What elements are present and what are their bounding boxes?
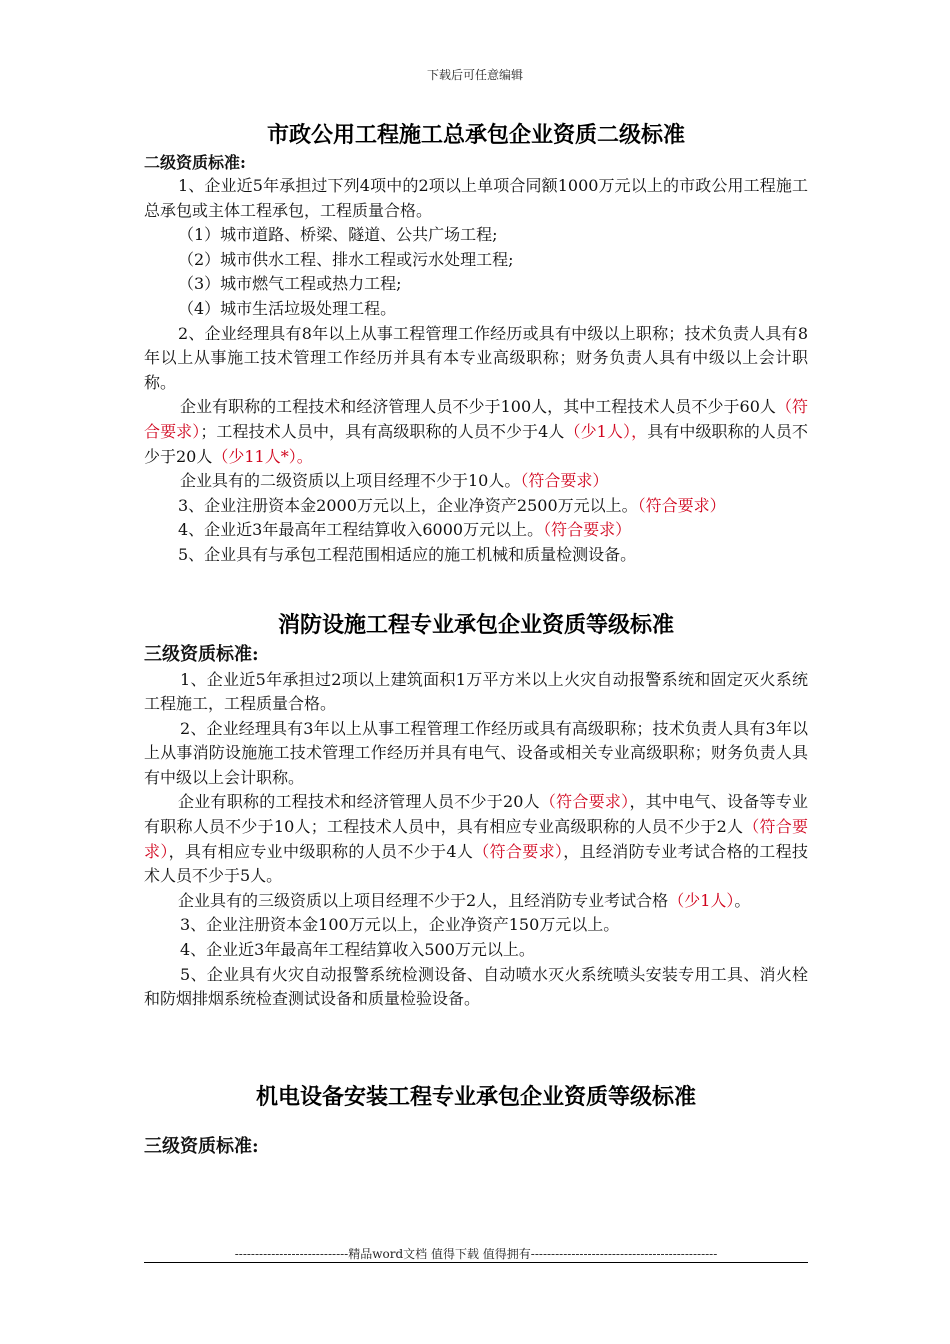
section1-subtitle: 二级资质标准: xyxy=(144,153,246,172)
section1-paragraph-5 xyxy=(144,494,808,519)
section1-paragraph-1: 1、企业近5年承担过下列4项中的2项以上单项合同额1000万元以上的市政公用工程施工总承包或主体工程承包，工程质量合格。 xyxy=(144,176,808,220)
section1-p6-text: 4、企业近3年最高年工程结算收入6000万元以上。 xyxy=(178,520,544,540)
section1-p3-note-3: （少11人*）。 xyxy=(212,446,313,466)
footer-divider xyxy=(144,1262,808,1263)
section2-p4-text-b: 。 xyxy=(734,890,751,910)
section3-title: 机电设备安装工程专业承包企业资质等级标准 xyxy=(255,1083,696,1110)
section2-paragraph-1: 1、企业近5年承担过2项以上建筑面积1万平方米以上火灾自动报警系统和固定灭火系统工程施工，工程质量合格。 xyxy=(144,669,808,714)
section1-p3-text-b: ；工程技术人员中，具有高级职称的人员不少于4人 xyxy=(200,421,565,441)
section2-subtitle: 三级资质标准: xyxy=(144,643,259,665)
section2-paragraph-7: 5、企业具有火灾自动报警系统检测设备、自动喷水灭火系统喷头安装专用工具、消火栓和防烟排烟系统检查测试设备和质量检验设备。 xyxy=(144,964,808,1009)
section1-paragraph-3 xyxy=(144,395,808,469)
section1-paragraph-7: 5、企业具有与承包工程范围相适应的施工机械和质量检测设备。 xyxy=(178,544,637,564)
section2-p3-note-1: （符合要求） xyxy=(539,792,630,812)
section1-p3-text-c: 具有中级职称的人员不少于20人 xyxy=(144,421,808,466)
section1-paragraph-2: 2、企业经理具有8年以上从事工程管理工作经历或具有中级以上职称；技术负责人具有8年以上从事施工技术管理工作经历并具有本专业高级职称；财务负责人具有中级以上会计职称。 xyxy=(144,323,808,392)
section1-p3-note-1: （符合要求） xyxy=(144,397,808,441)
section2-p4-text-a: 企业具有的三级资质以上项目经理不少于2人，且经消防专业考试合格 xyxy=(178,890,669,910)
section3-subtitle: 三级资质标准: xyxy=(144,1135,259,1157)
section1-paragraph-4 xyxy=(144,469,808,494)
document-body xyxy=(144,118,808,1160)
section-spacer xyxy=(144,1114,808,1134)
section1-item-1: （1）城市道路、桥梁、隧道、公共广场工程; xyxy=(178,225,498,245)
section2-paragraph-3 xyxy=(144,790,808,888)
section2-p3-text-d: ，且经消防专业考试合格的工程技术人员不少于5人。 xyxy=(144,841,808,886)
section2-paragraph-4 xyxy=(144,889,808,914)
section1-p3-note-2: （少1人）， xyxy=(564,421,648,441)
section2-p3-text-a: 企业有职称的工程技术和经济管理人员不少于20人 xyxy=(178,792,540,812)
page-footer-text: ----------------------------精品word文档 值得下载 值得拥有---------------------------------------------- xyxy=(234,1247,718,1261)
section1-p4-text: 企业具有的二级资质以上项目经理不少于10人。 xyxy=(180,471,521,491)
section1-p4-note: （符合要求） xyxy=(520,471,609,491)
section2-p3-text-c: ，具有相应专业中级职称的人员不少于4人 xyxy=(168,841,474,861)
section1-p3-text-a: 企业有职称的工程技术和经济管理人员不少于100人，其中工程技术人员不少于60人 xyxy=(180,397,776,417)
section1-item-4: （4）城市生活垃圾处理工程。 xyxy=(178,298,397,318)
section2-paragraph-5: 3、企业注册资本金100万元以上，企业净资产150万元以上。 xyxy=(180,915,620,935)
section1-p5-text: 3、企业注册资本金2000万元以上，企业净资产2500万元以上。 xyxy=(178,495,638,515)
section2-paragraph-2: 2、企业经理具有3年以上从事工程管理工作经历或具有高级职称；技术负责人具有3年以上从事消防设施施工技术管理工作经历并具有电气、设备或相关专业高级职称；财务负责人具有中级以上会计职称。 xyxy=(144,718,808,787)
page-header-note: 下载后可任意编辑 xyxy=(426,68,523,82)
section1-p5-note: （符合要求） xyxy=(637,495,726,515)
section2-title: 消防设施工程专业承包企业资质等级标准 xyxy=(277,611,674,638)
section1-title: 市政公用工程施工总承包企业资质二级标准 xyxy=(266,122,685,148)
section1-paragraph-6 xyxy=(144,518,808,543)
section2-p3-text-b: ，其中电气、设备等专业有职称人员不少于10人；工程技术人员中，具有相应专业高级职称的人员不少于2人 xyxy=(144,792,808,837)
section-spacer xyxy=(144,1012,808,1080)
section1-p6-note: （符合要求） xyxy=(543,520,632,540)
section2-p3-note-2: （符合要求） xyxy=(144,817,808,861)
section2-paragraph-6: 4、企业近3年最高年工程结算收入500万元以上。 xyxy=(180,940,535,960)
section-spacer xyxy=(144,568,808,608)
section1-item-2: （2）城市供水工程、排水工程或污水处理工程; xyxy=(178,249,514,269)
section1-item-3: （3）城市燃气工程或热力工程; xyxy=(178,274,402,294)
section2-p4-note: （少1人） xyxy=(668,890,735,910)
section2-p3-note-3: （符合要求） xyxy=(473,841,564,861)
